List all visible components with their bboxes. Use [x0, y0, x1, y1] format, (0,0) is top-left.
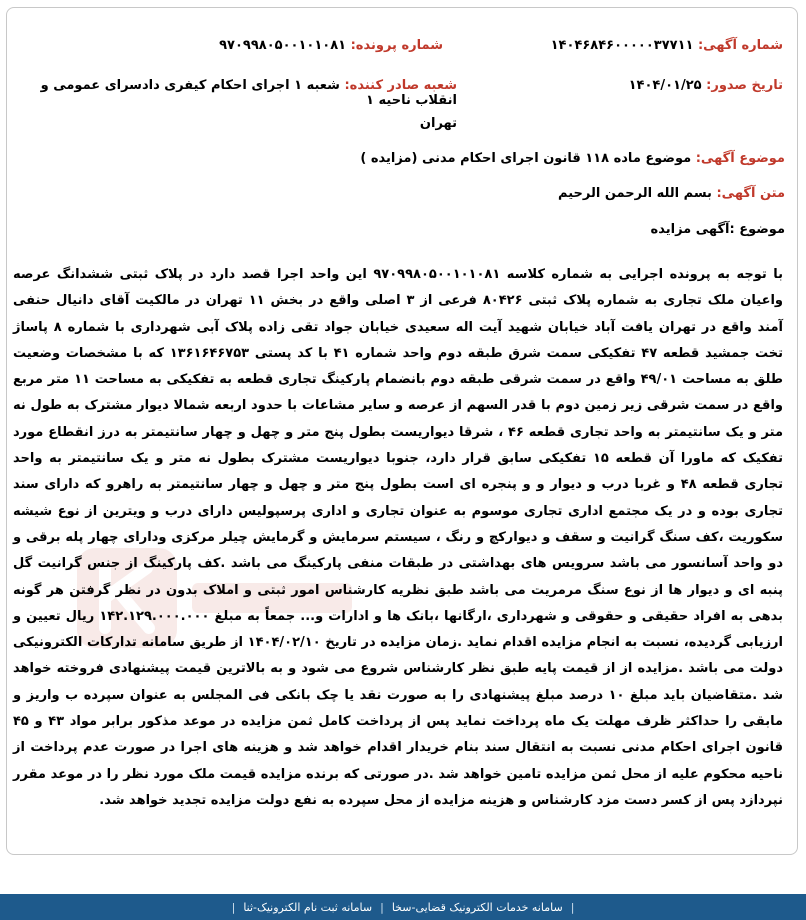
issuing-branch-row: [17, 78, 457, 131]
issue-date: ۱۴۰۴/۰۱/۲۵: [628, 78, 702, 93]
auction-heading: موضوع :آگهی مزایده: [650, 222, 785, 237]
text-intro-value: بسم الله الرحمن الرحیم: [558, 186, 712, 201]
issuing-branch-line2: تهران: [419, 116, 457, 131]
footer-separator-right: |: [231, 900, 236, 914]
issuing-branch-line1: شعبه ۱ اجرای احکام کیفری دادسرای عمومی و انقلاب ناحیه ۱: [40, 78, 457, 108]
text-intro-row: [558, 186, 785, 201]
footer-separator-left: |: [570, 900, 575, 914]
footer-separator-mid: |: [380, 900, 384, 914]
issue-date-label: تاریخ صدور:: [706, 78, 783, 93]
subject-label: موضوع آگهی:: [695, 151, 785, 166]
notice-number-row: [551, 38, 783, 53]
issue-date-row: [629, 78, 783, 93]
notice-card: [6, 7, 798, 855]
case-number: ۹۷۰۹۹۸۰۵۰۰۱۰۱۰۸۱: [219, 38, 347, 53]
text-intro-label: متن آگهی:: [716, 186, 785, 201]
issuing-branch-label: شعبه صادر کننده:: [344, 78, 457, 93]
subject-value: موضوع ماده ۱۱۸ قانون اجرای احکام مدنی (مزایده ): [360, 151, 692, 166]
footer-link-sana[interactable]: سامانه ثبت نام الکترونیک-ثنا: [243, 900, 373, 914]
footer-link-sakha[interactable]: سامانه خدمات الکترونیک قضایی-سخا: [391, 900, 563, 914]
footer-bar: [0, 894, 806, 920]
case-number-row: [219, 38, 443, 53]
notice-body: با توجه به پرونده اجرایی به شماره کلاسه ۹۷۰۹۹۸۰۵۰۰۱۰۱۰۸۱ این واحد اجرا قصد دارد در پلاک ثبتی ششدانگ عرصه واعیان ملک تجاری به شماره پلاک ثبتی ۸۰۴۲۶ فرعی از ۳ اصلی واقع در بخش ۱۱ تهران در مالکیت آقای دانیال حنفی آمند واقع در تهران یافت آباد خیابان شهید آیت اله سعیدی خیابان جواد تقی زاده پلاک آبی شهرداری با شماره ۸ پاساژ تخت جمشید قطعه ۴۷ تفکیکی سمت شرق طبقه دوم واحد شماره ۴۱ با کد پستی ۱۳۶۱۶۴۶۷۵۳ که با مشخصات وضعیت طلق به مساحت ۴۹/۰۱ واقع در سمت شرقی طبقه دوم بانضمام پارکینگ تجاری قطعه به تفکیکی به مساحت ۱۱ متر مربع واقع در سمت شرقی زیر زمین دوم با قدر السهم از عرصه و سایر مشاعات با حدود اربعه شمالا دیوار مشترک به طول نه متر و یک سانتیمتر به واحد تجاری قطعه ۴۶ ، شرقا دیواریست بطول پنج متر و چهل و چهار سانتیمتر به درز انقطاع مورد تفکیک که ماورا آن قطعه ۱۵ تفکیکی سابق قرار دارد، جنوبا دیواریست مشترک بطول نه متر و یک سانتیمتر به واحد تجاری قطعه ۴۸ و غربا درب و دیوار و و پنجره ای است بطول پنج متر و چهل و چهار سانتیمتر به راهرو که دارای سند تجاری بوده و در یک مجتمع اداری تجاری موسوم به عنوان تجاری و اداری پرسپولیس دارای درب و ویترین از نوع شیشه سکوریت ،کف سنگ گرانیت و سقف و دیوارکچ و رنگ ، سیستم سرمایش و گرمایش چیلر مرکزی ودارای چهار پله برقی و دو واحد آسانسور می باشد سرویس های بهداشتی در طبقات منفی پارکینگ می باشد .کف پارکینگ از جنس گرانیت گل پنبه ای و دیوار ها از نوع سنگ مرمریت می باشد طبق نظریه کارشناس امور ثبتی و املاک بدون در نظر گرفتن هر گونه بدهی به افراد حقیقی و حقوقی و شهرداری ،ارگانها ،بانک ها و ادارات و... جمعاً به مبلغ ۱۴۲.۱۲۹.۰۰۰.۰۰۰ ریال تعیین و ارزیابی گردیده، نسبت به انجام مزایده اقدام نماید .زمان مزایده در تاریخ ۱۴۰۴/۰۲/۱۰ از طریق سامانه تدارکات الکترونیکی دولت می باشد .مزایده از از قیمت پایه طبق نظر کارشناس شروع می شود و به بالاترین قیمت پیشنهادی فروخته خواهد شد .متقاضیان باید مبلغ ۱۰ درصد مبلغ پیشنهادی را به صورت نقد یا چک بانکی فی المجلس به عنوان سپرده ب واریز و مابقی را حداکثر ظرف مهلت یک ماه پرداخت نماید پس از پرداخت کامل ثمن مزایده در موعد مذکور برابر مواد ۴۳ و ۴۵ قانون اجرای احکام مدنی نسبت به انتقال سند بنام خریدار اقدام خواهد شد و هزینه های اجرا در صورت عدم پرداخت از ناحیه محکوم علیه از محل ثمن مزایده تامین خواهد شد .در صورتی که برنده مزایده قیمت ملک مورد نظر را در موعد مقرر نپردازد پس از کسر دست مزد کارشناس و هزینه مزایده از محل سپرده به نفع دولت مزایده تجدید خواهد شد.: [13, 267, 784, 808]
subject-row: [360, 151, 785, 166]
case-number-label: شماره پرونده:: [350, 38, 443, 53]
notice-number: ۱۴۰۴۶۸۴۶۰۰۰۰۰۳۷۷۱۱: [550, 38, 694, 53]
notice-number-label: شماره آگهی:: [697, 38, 783, 53]
